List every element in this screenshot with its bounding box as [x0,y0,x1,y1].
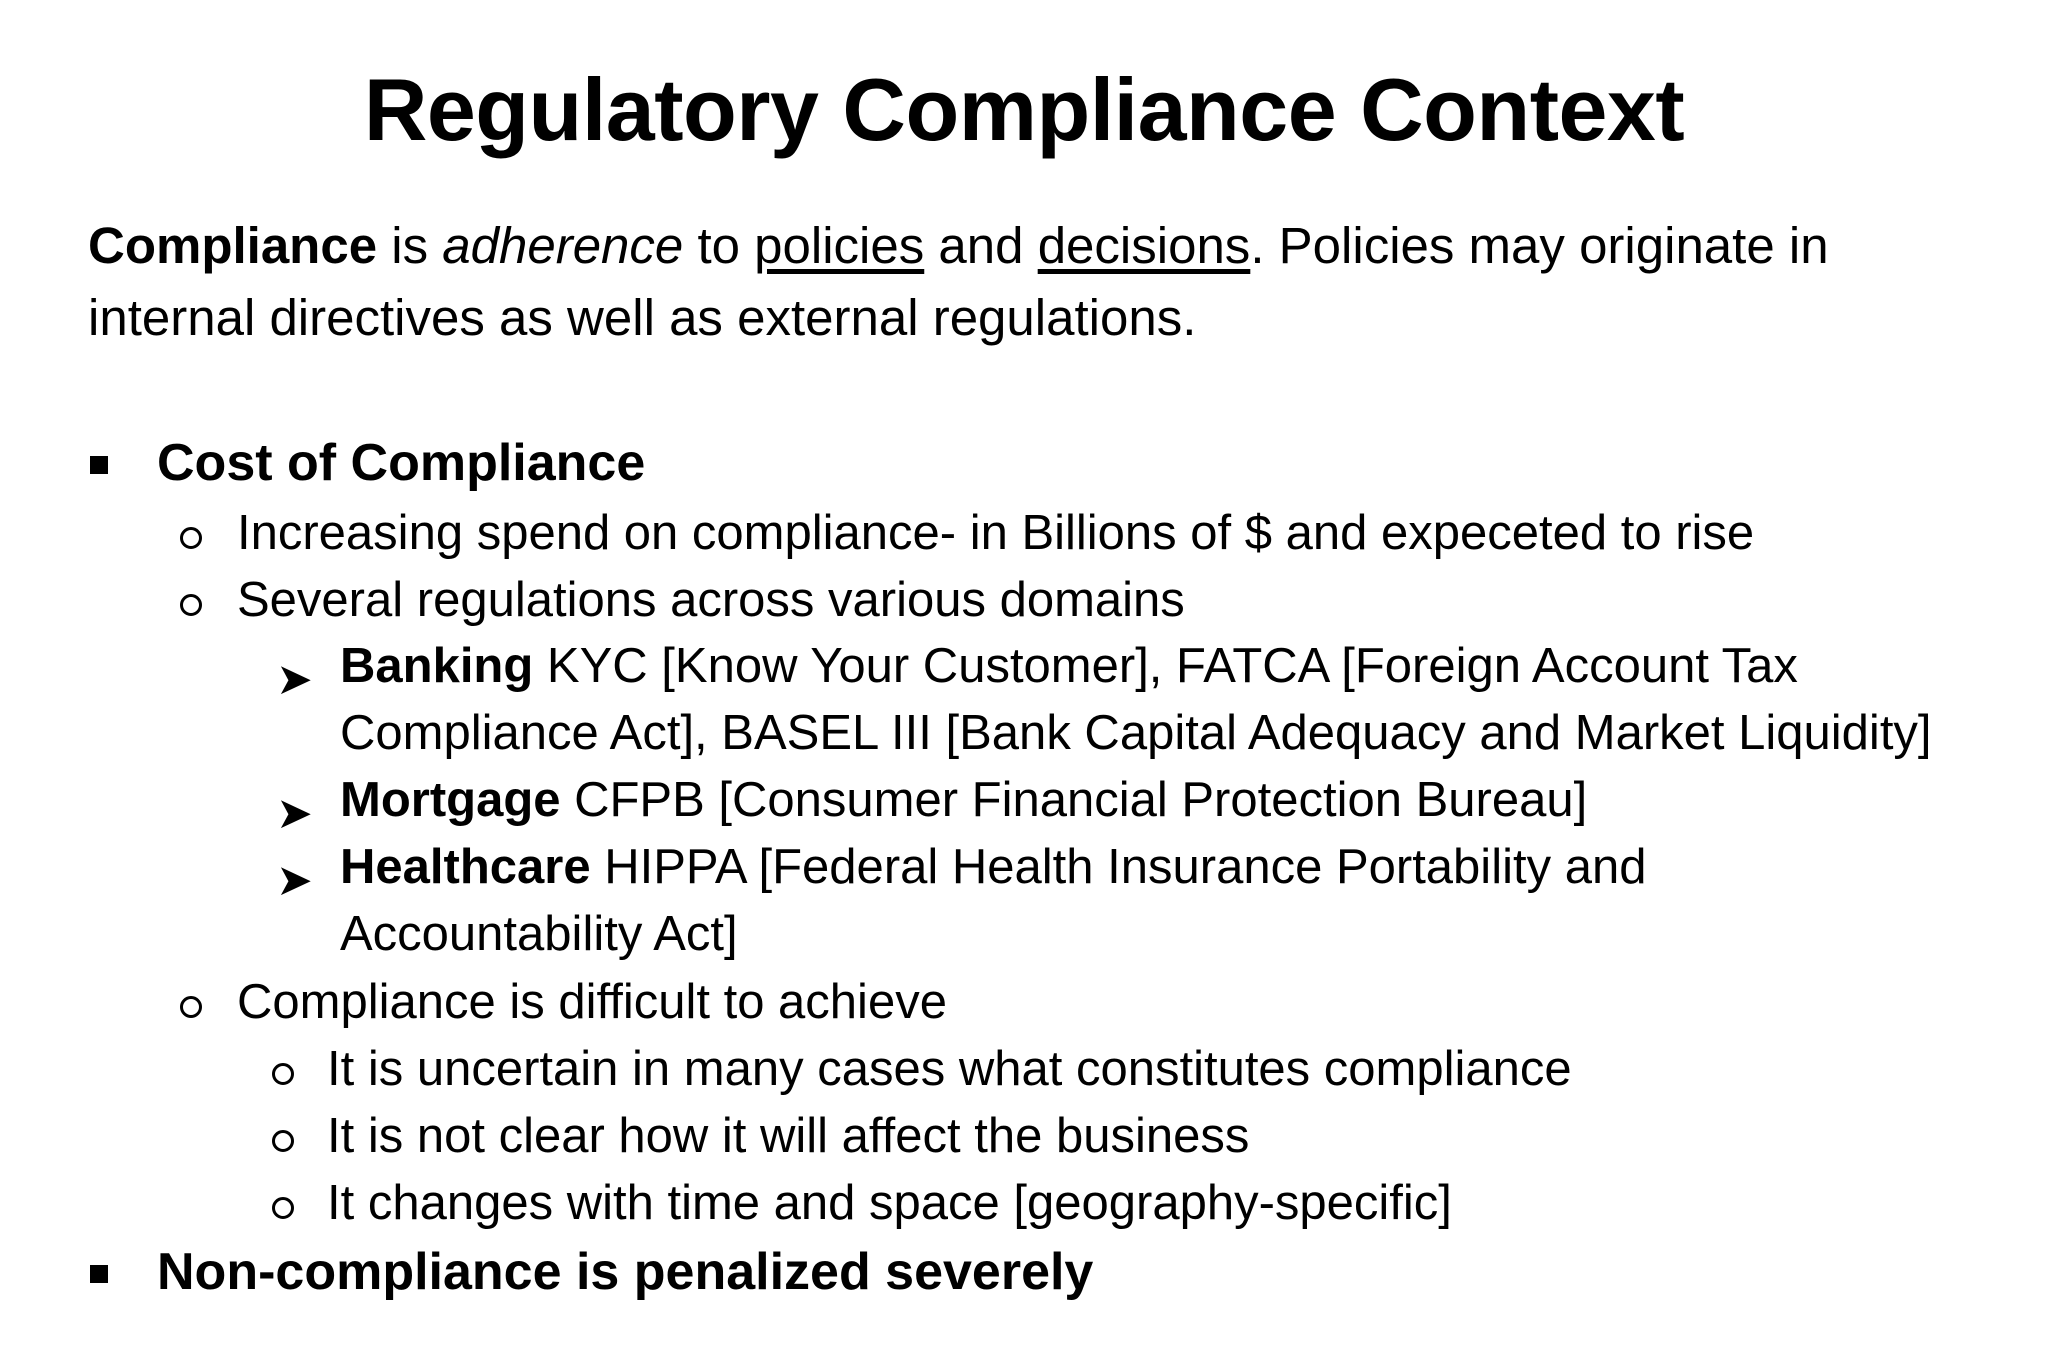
bullet-text: It is uncertain in many cases what constitutes compliance [327,1042,1572,1096]
intro-underline-decisions: decisions [1037,217,1251,274]
intro-underline-policies: policies [754,217,925,274]
arrow-bullet-icon: ➤ [276,789,313,838]
bullet-heading: Cost of Compliance [157,434,646,492]
bullet-text: It is not clear how it will affect the business [327,1109,1250,1163]
banking-label: Banking [340,639,534,693]
bullet-text: Compliance is difficult to achieve [237,975,947,1029]
bullet-text: It changes with time and space [geography-specific] [327,1176,1452,1230]
square-bullet-icon [90,1239,108,1305]
bullet-text [340,834,1646,900]
slide-title: Regulatory Compliance Context [363,60,1685,159]
healthcare-line-1: HIPPA [Federal Health Insurance Portability and [590,840,1647,894]
bullet-text: Increasing spend on compliance- in Billions of $ and expeceted to rise [237,506,1755,560]
banking-line-1: KYC [Know Your Customer], FATCA [Foreign Account Tax [533,639,1798,693]
banking-line-2: Compliance Act], BASEL III [Bank Capital Adequacy and Market Liquidity] [340,706,1932,760]
intro-text-4: . Policies may originate in [1250,217,1829,274]
bullet-text [340,767,1587,833]
circle-bullet-icon [272,1170,294,1239]
bullet-text: Several regulations across various domains [237,573,1185,627]
intro-line-2: internal directives as well as external regulations. [88,289,1197,346]
intro-text-1: is [377,217,443,274]
circle-bullet-icon [180,500,202,569]
intro-text-3: and [924,217,1038,274]
intro-term: Compliance [88,217,378,274]
mortgage-text: CFPB [Consumer Financial Protection Bureau] [560,773,1588,827]
square-bullet-icon [90,430,108,496]
bullet-text [340,633,1798,699]
intro-text-2: to [683,217,755,274]
healthcare-line-2: Accountability Act] [340,907,738,961]
circle-bullet-icon [272,1103,294,1172]
circle-bullet-icon [180,969,202,1038]
arrow-bullet-icon: ➤ [276,856,313,905]
mortgage-label: Mortgage [340,773,561,827]
intro-paragraph [88,210,1988,354]
intro-emphasis: adherence [442,217,684,274]
healthcare-label: Healthcare [340,840,591,894]
bullet-heading: Non-compliance is penalized severely [157,1243,1094,1301]
circle-bullet-icon [272,1036,294,1105]
circle-bullet-icon [180,567,202,636]
arrow-bullet-icon: ➤ [276,655,313,704]
